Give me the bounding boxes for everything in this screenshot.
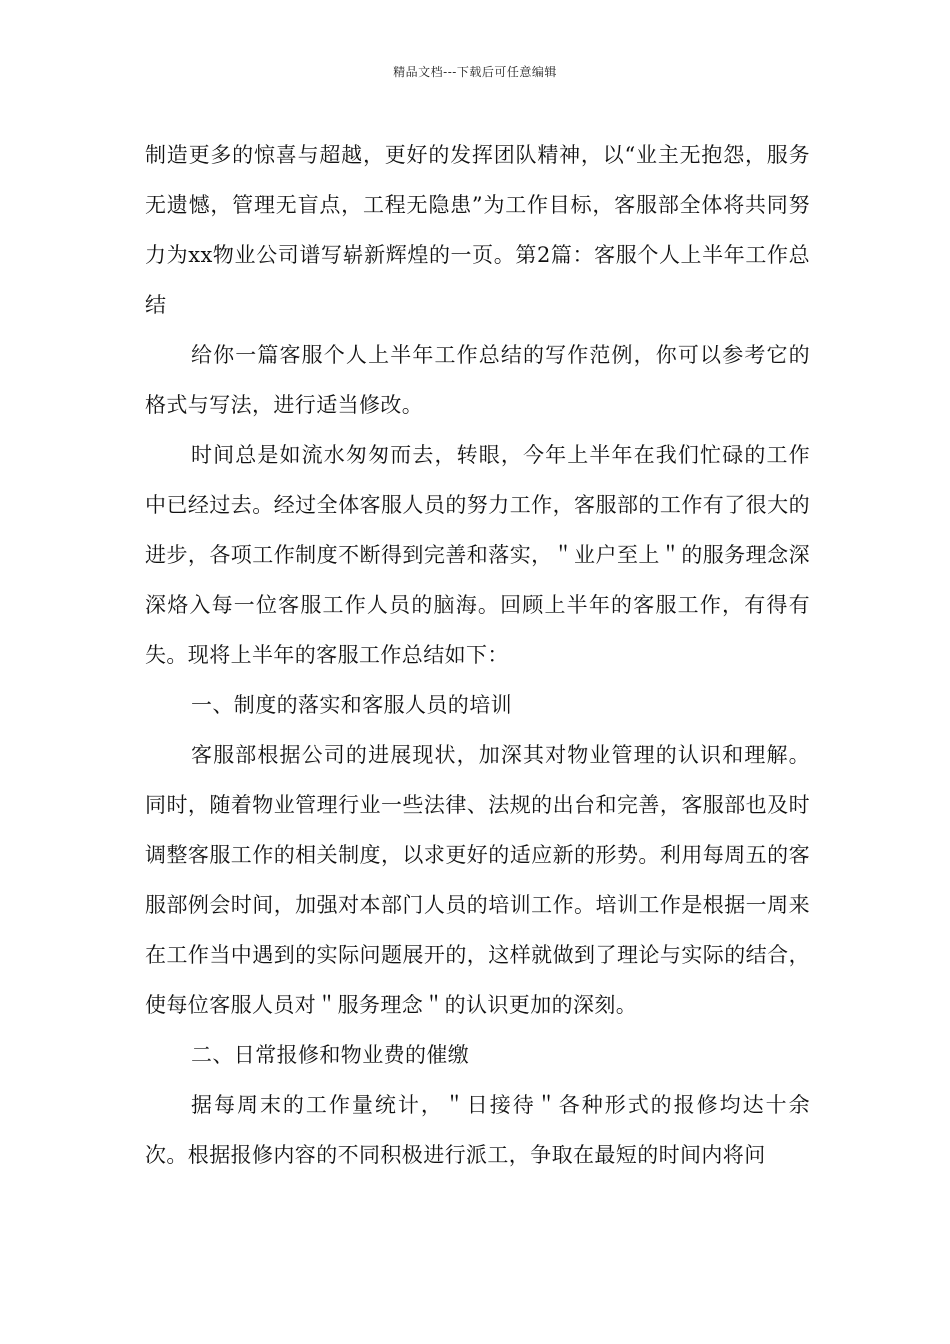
- paragraph-training: 客服部根据公司的进展现状，加深其对物业管理的认识和理解。同时，随着物业管理行业一些法律、法规的出台和完善，客服部也及时调整客服工作的相关制度，以求更好的适应新的形势。利用每周五的客服部例会时间，加强对本部门人员的培训工作。培训工作是根据一周来在工作当中遇到的实际问题展开的，这样就做到了理论与实际的结合，使每位客服人员对＂服务理念＂的认识更加的深刻。: [145, 743, 810, 1017]
- section-heading-training: 一、制度的落实和客服人员的培训: [191, 693, 512, 717]
- page-header: 精品文档---下载后可任意编辑: [393, 65, 557, 79]
- paragraph-closing-summary: 制造更多的惊喜与超越，更好的发挥团队精神，以“业主无抱怨，服务无遗憾，管理无盲点，工程无隐患”为工作目标，客服部全体将共同努力为xx物业公司谱写崭新辉煌的一页。第2篇：客服个人上半年工作总结: [145, 143, 810, 317]
- paragraph-overview: 时间总是如流水匆匆而去，转眼，今年上半年在我们忙碌的工作中已经过去。经过全体客服人员的努力工作，客服部的工作有了很大的进步，各项工作制度不断得到完善和落实，＂业户至上＂的服务理念深深烙入每一位客服工作人员的脑海。回顾上半年的客服工作，有得有失。现将上半年的客服工作总结如下：: [145, 443, 810, 667]
- paragraph-intro: 给你一篇客服个人上半年工作总结的写作范例，你可以参考它的格式与写法，进行适当修改。: [145, 343, 810, 417]
- document-body: [145, 130, 810, 1180]
- paragraph-repairs: 据每周末的工作量统计，＂日接待＂各种形式的报修均达十余次。根据报修内容的不同积极进行派工，争取在最短的时间内将问: [145, 1093, 810, 1167]
- section-heading-repairs: 二、日常报修和物业费的催缴: [191, 1043, 470, 1067]
